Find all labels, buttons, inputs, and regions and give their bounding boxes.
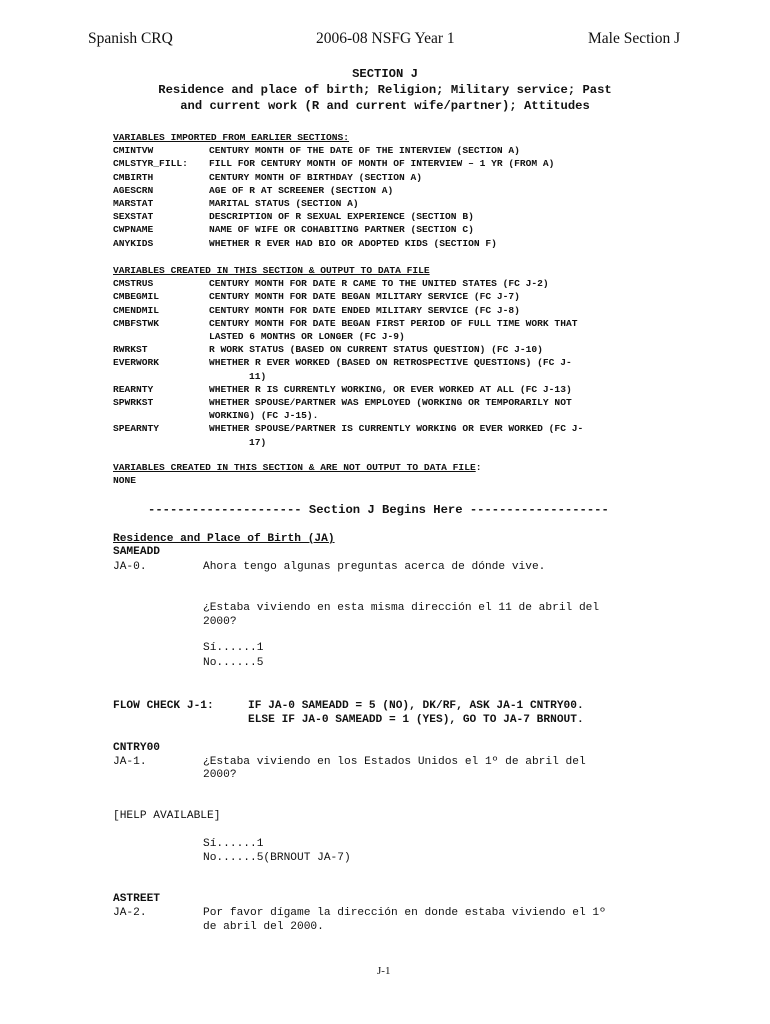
variable-row: [113, 157, 554, 170]
variable-desc: CENTURY MONTH FOR DATE BEGAN MILITARY SERVICE (FC J-7): [209, 291, 520, 303]
question-text: Ahora tengo algunas preguntas acerca de dónde vive.: [203, 561, 546, 573]
flow-check-label: FLOW CHECK J-1:: [113, 700, 214, 712]
variable-desc: CENTURY MONTH OF BIRTHDAY (SECTION A): [209, 171, 423, 183]
variable-name: SEXSTAT: [113, 211, 154, 223]
variable-desc-wrap: [209, 317, 644, 343]
variable-desc-continuation: 11): [249, 370, 267, 382]
variable-name: CWPNAME: [113, 224, 154, 236]
variable-row: [113, 317, 644, 343]
variable-row: [113, 304, 644, 317]
answer-option: Sí......1: [203, 642, 264, 654]
variable-row: [113, 356, 644, 382]
variable-desc: WHETHER SPOUSE/PARTNER WAS EMPLOYED (WORKING OR TEMPORARILY NOT: [209, 397, 572, 409]
variable-name: CMBEGMIL: [113, 291, 160, 303]
question-variable: SAMEADD: [113, 546, 160, 558]
answer-option: Sí......1: [203, 838, 264, 850]
variable-name: AGESCRN: [113, 184, 154, 196]
answer-option: No......5: [203, 657, 264, 669]
created-not-output-block: [113, 461, 481, 487]
variable-name: RWRKST: [113, 344, 148, 356]
variable-desc: CENTURY MONTH FOR DATE ENDED MILITARY SERVICE (FC J-8): [209, 304, 520, 316]
variable-name: CMBIRTH: [113, 171, 154, 183]
page-number: J-1: [377, 965, 391, 977]
variable-row: [113, 184, 554, 197]
variable-desc: WHETHER SPOUSE/PARTNER IS CURRENTLY WORKING OR EVER WORKED (FC J-: [209, 423, 584, 435]
variable-desc: WHETHER R EVER WORKED (BASED ON RETROSPECTIVE QUESTIONS) (FC J-: [209, 357, 572, 369]
variable-desc-wrap: [209, 356, 644, 382]
question-text: 2000?: [203, 616, 237, 628]
variable-row: [113, 277, 644, 290]
subsection-heading: Residence and Place of Birth (JA): [113, 533, 335, 545]
created-output-variables-block: [113, 264, 644, 449]
variable-name: EVERWORK: [113, 357, 160, 369]
section-title-line1: SECTION J: [352, 67, 418, 81]
variable-row: [113, 383, 644, 396]
banner-dashes-left: ---------------------: [148, 503, 302, 517]
question-text: Por favor dígame la dirección en donde estaba viviendo el 1º: [203, 907, 606, 919]
variable-row: [113, 396, 644, 422]
section-begins-banner: [148, 503, 609, 517]
help-available: [HELP AVAILABLE]: [113, 810, 221, 822]
created-output-heading: VARIABLES CREATED IN THIS SECTION & OUTPUT TO DATA FILE: [113, 265, 430, 276]
banner-dashes-right: -------------------: [469, 503, 609, 517]
header-right: Male Section J: [588, 30, 681, 47]
created-not-output-value: NONE: [113, 475, 137, 487]
variable-name: MARSTAT: [113, 198, 154, 210]
variable-row: [113, 422, 644, 448]
variable-desc: R WORK STATUS (BASED ON CURRENT STATUS QUESTION) (FC J-10): [209, 344, 543, 356]
banner-text: Section J Begins Here: [308, 503, 463, 517]
variable-name: CMLSTYR_FILL:: [113, 158, 188, 170]
variable-row: [113, 343, 644, 356]
question-id: JA-1.: [113, 756, 147, 768]
variable-name: CMBFSTWK: [113, 317, 160, 329]
variable-row: [113, 171, 554, 184]
heading-colon: :: [475, 462, 482, 473]
variable-desc: CENTURY MONTH FOR DATE R CAME TO THE UNITED STATES (FC J-2): [209, 278, 549, 290]
question-id: JA-0.: [113, 561, 147, 573]
variable-name: REARNTY: [113, 383, 154, 395]
variable-row: [113, 223, 554, 236]
variable-desc-continuation: LASTED 6 MONTHS OR LONGER (FC J-9): [209, 331, 405, 343]
question-text: de abril del 2000.: [203, 921, 324, 933]
variable-name: SPEARNTY: [113, 423, 160, 435]
header-center: 2006-08 NSFG Year 1: [316, 30, 455, 47]
variable-desc: CENTURY MONTH FOR DATE BEGAN FIRST PERIOD OF FULL TIME WORK THAT: [209, 317, 578, 329]
imported-variables-block: [113, 131, 554, 250]
variable-desc-wrap: [209, 422, 644, 448]
question-text: ¿Estaba viviendo en los Estados Unidos el 1º de abril del: [203, 756, 586, 768]
variable-name: CMSTRUS: [113, 278, 154, 290]
question-variable: CNTRY00: [113, 742, 160, 754]
section-title-line2: Residence and place of birth; Religion; Military service; Past: [158, 83, 612, 97]
variable-desc: WHETHER R EVER HAD BIO OR ADOPTED KIDS (SECTION F): [209, 237, 497, 249]
answer-option: No......5(BRNOUT JA-7): [203, 852, 351, 864]
question-id: JA-2.: [113, 907, 147, 919]
variable-desc: WHETHER R IS CURRENTLY WORKING, OR EVER WORKED AT ALL (FC J-13): [209, 383, 572, 395]
variable-desc-continuation: WORKING) (FC J-15).: [209, 410, 319, 422]
variable-row: [113, 197, 554, 210]
variable-name: CMENDMIL: [113, 304, 160, 316]
variable-row: [113, 210, 554, 223]
variable-name: SPWRKST: [113, 397, 154, 409]
header-left: Spanish CRQ: [88, 30, 173, 47]
variable-desc: AGE OF R AT SCREENER (SECTION A): [209, 184, 394, 196]
flow-check-line: ELSE IF JA-0 SAMEADD = 1 (YES), GO TO JA-7 BRNOUT.: [248, 714, 584, 726]
created-not-output-heading: VARIABLES CREATED IN THIS SECTION & ARE NOT OUTPUT TO DATA FILE: [113, 462, 476, 473]
variable-name: CMINTVW: [113, 145, 154, 157]
section-title-line3: and current work (R and current wife/partner); Attitudes: [180, 99, 590, 113]
question-text: 2000?: [203, 769, 237, 781]
variable-name: ANYKIDS: [113, 237, 154, 249]
variable-desc-wrap: [209, 396, 644, 422]
question-text: ¿Estaba viviendo en esta misma dirección el 11 de abril del: [203, 602, 600, 614]
variable-desc: DESCRIPTION OF R SEXUAL EXPERIENCE (SECTION B): [209, 211, 474, 223]
variable-desc: MARITAL STATUS (SECTION A): [209, 198, 359, 210]
flow-check-line: IF JA-0 SAMEADD = 5 (NO), DK/RF, ASK JA-1 CNTRY00.: [248, 700, 584, 712]
variable-desc: CENTURY MONTH OF THE DATE OF THE INTERVIEW (SECTION A): [209, 145, 520, 157]
variable-row: [113, 290, 644, 303]
variable-row: [113, 144, 554, 157]
variable-desc: FILL FOR CENTURY MONTH OF MONTH OF INTERVIEW – 1 YR (FROM A): [209, 158, 555, 170]
variable-desc: NAME OF WIFE OR COHABITING PARTNER (SECTION C): [209, 224, 474, 236]
variable-desc-continuation: 17): [249, 436, 267, 448]
question-variable: ASTREET: [113, 893, 160, 905]
imported-variables-heading: VARIABLES IMPORTED FROM EARLIER SECTIONS:: [113, 132, 350, 143]
variable-row: [113, 237, 554, 250]
